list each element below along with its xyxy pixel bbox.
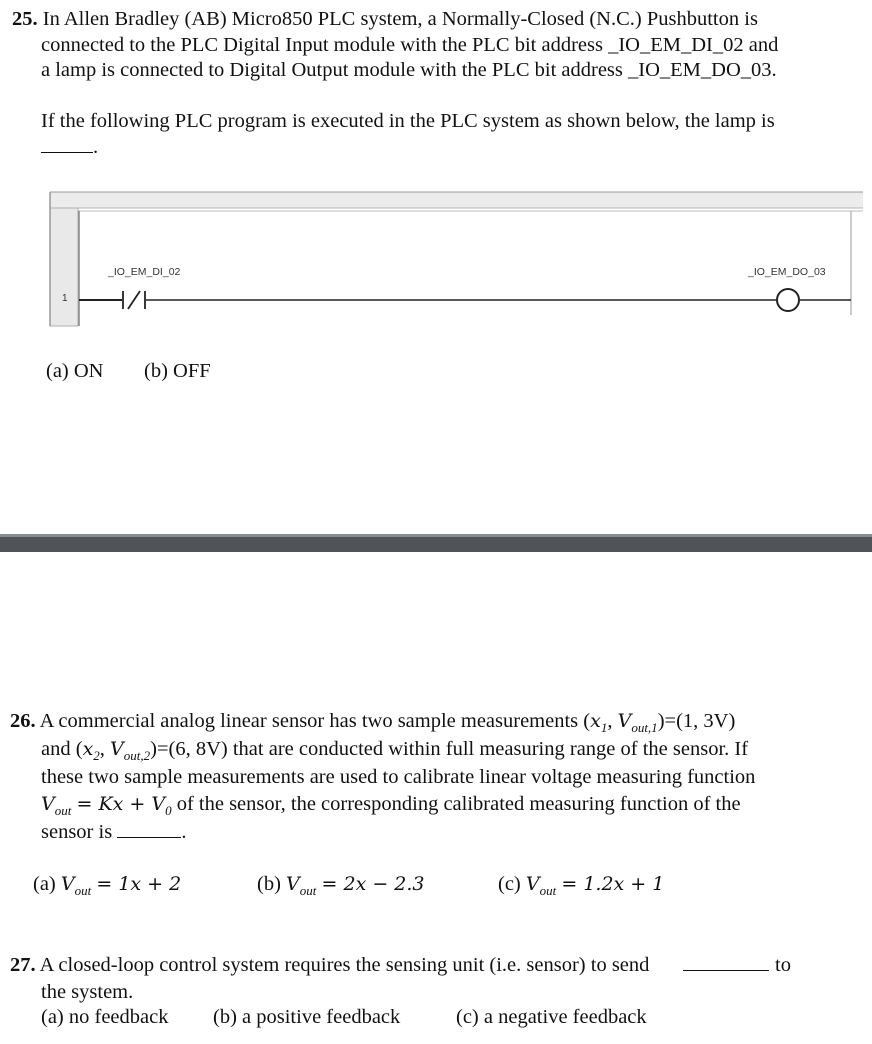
q26-option-a-sub: out: [74, 883, 92, 898]
q26-point2: =(6, 8V) that are conducted within full measuring range of the sensor. If: [156, 738, 749, 760]
q26-option-b[interactable]: [257, 873, 425, 899]
q25-number: 25.: [12, 8, 38, 30]
q25-option-b[interactable]: (b) OFF: [144, 360, 211, 382]
q26-option-a-label: (a): [33, 873, 56, 895]
q26-option-b-label: (b): [257, 873, 281, 895]
q26-option-c[interactable]: [498, 873, 664, 899]
q26-func-sub: out: [54, 803, 72, 818]
q26-option-c-v: V: [525, 873, 540, 895]
q26-func-v0-sub: 0: [165, 803, 172, 818]
q26-line4: [41, 793, 741, 819]
rung-number-column: [50, 208, 78, 326]
q26-option-a[interactable]: [33, 873, 181, 899]
q27-option-b[interactable]: (b) a positive feedback: [213, 1006, 401, 1028]
q27-blank-wrap: [683, 954, 769, 977]
rung-number: 1: [62, 293, 68, 304]
q26-option-b-sub: out: [299, 883, 317, 898]
q25-line2: connected to the PLC Digital Input module with the PLC bit address _IO_EM_DI_02 and: [41, 34, 779, 56]
q26-text-2a: and (: [41, 738, 83, 760]
ladder-diagram: [0, 0, 872, 340]
q26-option-b-rhs: = 2x − 2.3: [321, 873, 425, 895]
q27-line1-end: to: [775, 954, 791, 976]
q26-line3: these two sample measurements are used to calibrate linear voltage measuring function: [41, 766, 756, 788]
q27-text-1: A closed-loop control system requires the sensing unit (i.e. sensor) to send: [39, 954, 650, 976]
q26-text-1: A commercial analog linear sensor has two sample measurements (: [39, 710, 591, 732]
q26-number: 26.: [10, 710, 36, 732]
q26-v1-sub: out,1: [631, 720, 658, 735]
q27-option-c[interactable]: (c) a negative feedback: [456, 1006, 647, 1028]
q26-v2: V: [110, 738, 124, 760]
q26-period: .: [181, 821, 187, 843]
q27-line1: [10, 954, 649, 977]
q26-answer-blank[interactable]: [117, 821, 181, 838]
q25-line3: a lamp is connected to Digital Output module with the PLC bit address _IO_EM_DO_03.: [41, 59, 777, 81]
q27-number: 27.: [10, 954, 36, 976]
q26-text-4: of the sensor, the corresponding calibrated measuring function of the: [176, 793, 741, 815]
q25-text-1: In Allen Bradley (AB) Micro850 PLC system, a Normally-Closed (N.C.) Pushbutton is: [42, 8, 758, 30]
q26-option-a-rhs: = 1x + 2: [96, 873, 182, 895]
q26-option-c-label: (c): [498, 873, 521, 895]
q26-line5: [41, 821, 186, 844]
q27-line2: the system.: [41, 981, 134, 1003]
page-divider-highlight: [0, 534, 872, 537]
q26-line1: 26. A commercial analog linear sensor has two sample measurements ($x_1$, $V_{out,1})=(1$, 3V): [10, 710, 736, 735]
ladder-diagram-svg: [0, 0, 872, 340]
contact-label: _IO_EM_DI_02: [108, 266, 181, 278]
q25-option-a[interactable]: (a) ON: [46, 360, 104, 382]
q25-period: .: [93, 136, 99, 158]
q26-v1: V: [617, 710, 632, 732]
q26-option-b-v: V: [286, 873, 300, 895]
q26-option-c-rhs: = 1.2x + 1: [561, 873, 665, 895]
q26-x1: x: [590, 710, 601, 732]
q26-x1-sub: 1: [600, 720, 608, 735]
q27-option-a[interactable]: (a) no feedback: [41, 1006, 169, 1028]
q26-x2: x: [82, 738, 94, 760]
q26-func-rhs: = Kx + V: [76, 793, 166, 815]
ladder-header-bar: [50, 192, 863, 208]
q26-text-5: sensor is: [41, 821, 113, 843]
q26-v2-sub: out,2: [123, 748, 151, 763]
q26-option-a-v: V: [60, 873, 75, 895]
q26-func-v: V: [41, 793, 55, 815]
q26-point1: =(1, 3V): [664, 710, 736, 732]
q26-line2: and ($x_2$, $V_{out,2})=(6$, 8V) that are conducted within full measuring range of the sensor. If: [41, 738, 749, 763]
coil-label: _IO_EM_DO_03: [748, 266, 826, 278]
q25-line4: If the following PLC program is executed in the PLC system as shown below, the lamp is: [41, 110, 775, 132]
nc-contact-slash: [128, 291, 140, 309]
q26-x2-sub: 2: [93, 748, 100, 763]
output-coil-icon: [777, 289, 799, 311]
q26-option-c-sub: out: [539, 883, 557, 898]
q27-answer-blank[interactable]: [683, 954, 769, 971]
